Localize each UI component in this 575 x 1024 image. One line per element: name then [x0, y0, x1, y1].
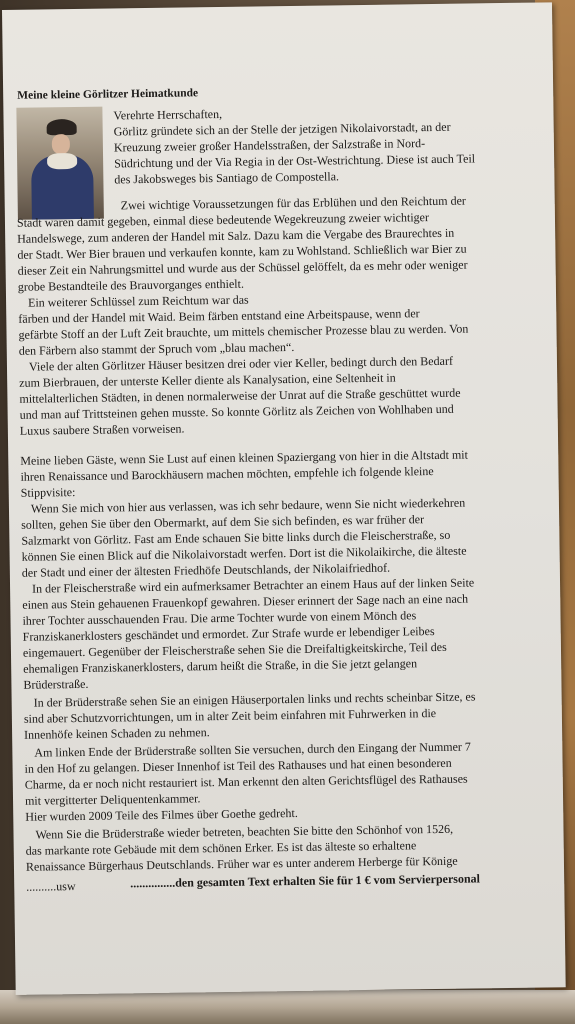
text-line: ihrer Tochter ausschauenden Frau. Die arme Tochter wurde von einem Mönch des — [22, 608, 417, 628]
text-line: eingemauert. Gegenüber der Fleischerstraße sehen Sie die Dreifaltigkeitskirche, Teil des — [22, 639, 447, 660]
table-surface — [0, 990, 575, 1024]
text-line: Görlitz gründete sich an der Stelle der jetzigen Nikolaivorstadt, an der — [113, 119, 451, 139]
text-line: Stippvisite: — [20, 485, 76, 500]
text-line: Innenhöfe keinen Schaden zu nehmen. — [24, 725, 210, 742]
text-line: dieser Zeit ein Nahrungsmittel und wurde aus der Schüssel gelöffelt, da es mehr oder weniger — [17, 257, 468, 278]
text-line: Franziskanerklosters geschändet und ermordet. Zur Strafe wurde er lebendiger Leibes — [22, 624, 435, 644]
portrait-collar — [47, 153, 77, 169]
text-line: in den Hof zu gelangen. Dieser Innenhof ist Teil des Rathauses und hat einen besonderen — [24, 755, 452, 776]
text-line: Salzmarkt von Görlitz. Fast am Ende schauen Sie bitte links durch die Fleischerstraße, so — [21, 527, 451, 548]
text-line: Ein weiterer Schlüssel zum Reichtum war das — [27, 292, 249, 310]
text-line: Wenn Sie mich von hier aus verlassen, was ich sehr bedaure, wenn Sie nicht wiederkehren — [30, 495, 466, 516]
text-line: ehemaligen Franziskanerklosters, darum heißt die Straße, in die Sie jetzt gelangen — [23, 656, 418, 676]
text-line: färben und der Handel mit Waid. Beim färben entstand eine Arbeitspause, wenn der — [18, 306, 420, 326]
text-line: ihren Renaissance und Barockhäusern machen möchten, empfehle ich folgende kleine — [20, 464, 434, 484]
portrait-hat — [47, 119, 77, 135]
text-line: In der Fleischerstraße wird ein aufmerksamer Betrachter an einem Haus auf der linken Seite — [31, 575, 475, 596]
text-line: Handelswege, zum anderen der Handel mit Salz. Dazu kam die Vergabe des Braurechtes in — [17, 225, 455, 246]
footer-note: ...............den gesamten Text erhalten Sie für 1 € vom Servierpersonal — [130, 871, 481, 891]
text-line: zum Bierbrauen, der unterste Keller diente als Kanalysation, eine Seltenheit in — [19, 370, 396, 390]
text-line: Meine lieben Gäste, wenn Sie Lust auf einen kleinen Spaziergang von hier in die Altstadt mit — [20, 447, 469, 468]
text-line: der Stadt. Wer Bier brauen und verkaufen konnte, kam zu Wohlstand. Schließlich war Bier zu — [17, 241, 467, 262]
text-line: Zwei wichtige Voraussetzungen für das Erblühen und den Reichtum der — [120, 193, 466, 213]
text-line: In der Brüderstraße sehen Sie an einigen Häuserportalen links und rechts scheinbar Sitze, es — [33, 689, 476, 710]
text-line: Renaissance Bürgerhaus Deutschlands. Früher war es unter anderem Herberge für Könige — [25, 853, 458, 874]
text-line: Kreuzung zweier großer Handelsstraßen, der Salzstraße in Nord- — [113, 136, 426, 155]
text-line: gefärbte Stoff an der Luft Zeit brauchte, um mittels chemischer Prozesse blau zu werden. Von — [18, 321, 469, 342]
portrait-image — [16, 107, 104, 220]
text-line: grobe Bestandteile des Brauvorganges enthielt. — [17, 276, 245, 294]
text-line: Stadt waren damit gegeben, einmal diese bedeutende Wegekreuzung zweier wichtiger — [16, 210, 430, 230]
text-line: der Stadt und einer der ältesten Friedhöfe Deutschlands, der Nikolaifriedhof. — [21, 560, 391, 580]
text-line: Am linken Ende der Brüderstraße sollten Sie versuchen, durch den Eingang der Nummer 7 — [34, 739, 471, 760]
text-line: einen aus Stein gehauenen Frauenkopf gewahren. Dieser erinnert der Sage nach an eine nach — [22, 591, 469, 612]
text-line: sollten, gehen Sie über den Obermarkt, auf dem Sie sich befinden, es war früher der — [21, 512, 425, 532]
text-line: Charme, da er noch nicht restauriert ist. Man erkennt den alten Gerichtsflügel des Rathauses — [24, 771, 468, 792]
text-line: mittelalterlichen Städten, in denen normalerweise der Unrat auf die Straße geschüttet wurde — [19, 385, 461, 406]
greeting: Verehrte Herrschaften, — [113, 106, 223, 123]
text-line: Luxus saubere Straßen vorweisen. — [19, 421, 185, 438]
text-line: des Jakobsweges bis Santiago de Compostella. — [114, 169, 340, 187]
text-line: Südrichtung und der Via Regia in der Ost-Westrichtung. Diese ist auch Teil — [114, 151, 476, 171]
text-line: und man auf Trittsteinen gehen musste. So konnte Görlitz als Zeichen von Wohlhaben und — [19, 401, 454, 422]
text-line: sind aber Schutzvorrichtungen, um in alter Zeit beim einfahren mit Fuhrwerken in die — [23, 706, 437, 726]
footer-usw: ..........usw — [26, 879, 76, 894]
text-line: Brüderstraße. — [23, 676, 89, 692]
text-line: Hier wurden 2009 Teile des Filmes über Goethe gedreht. — [25, 805, 298, 824]
text-line: Wenn Sie die Brüderstraße wieder betreten, beachten Sie bitte den Schönhof von 1526, — [35, 821, 454, 842]
text-line: das markante rote Gebäude mit dem schönen Erker. Es ist das älteste so erhaltene — [25, 838, 417, 858]
text-line: Viele der alten Görlitzer Häuser besitzen drei oder vier Keller, bedingt durch den Bedarf — [28, 353, 453, 374]
text-line: können Sie einen Blick auf die Nikolaivorstadt werfen. Dort ist die Nikolaikirche, die älteste — [21, 543, 467, 564]
menu-page — [2, 2, 566, 995]
text-line: den Färbern also stammt der Spruch vom „blau machen“. — [18, 339, 295, 358]
text-line: mit vergitterter Deliquentenkammer. — [24, 791, 201, 808]
portrait-face — [52, 134, 70, 154]
page-title: Meine kleine Görlitzer Heimatkunde — [17, 87, 199, 102]
